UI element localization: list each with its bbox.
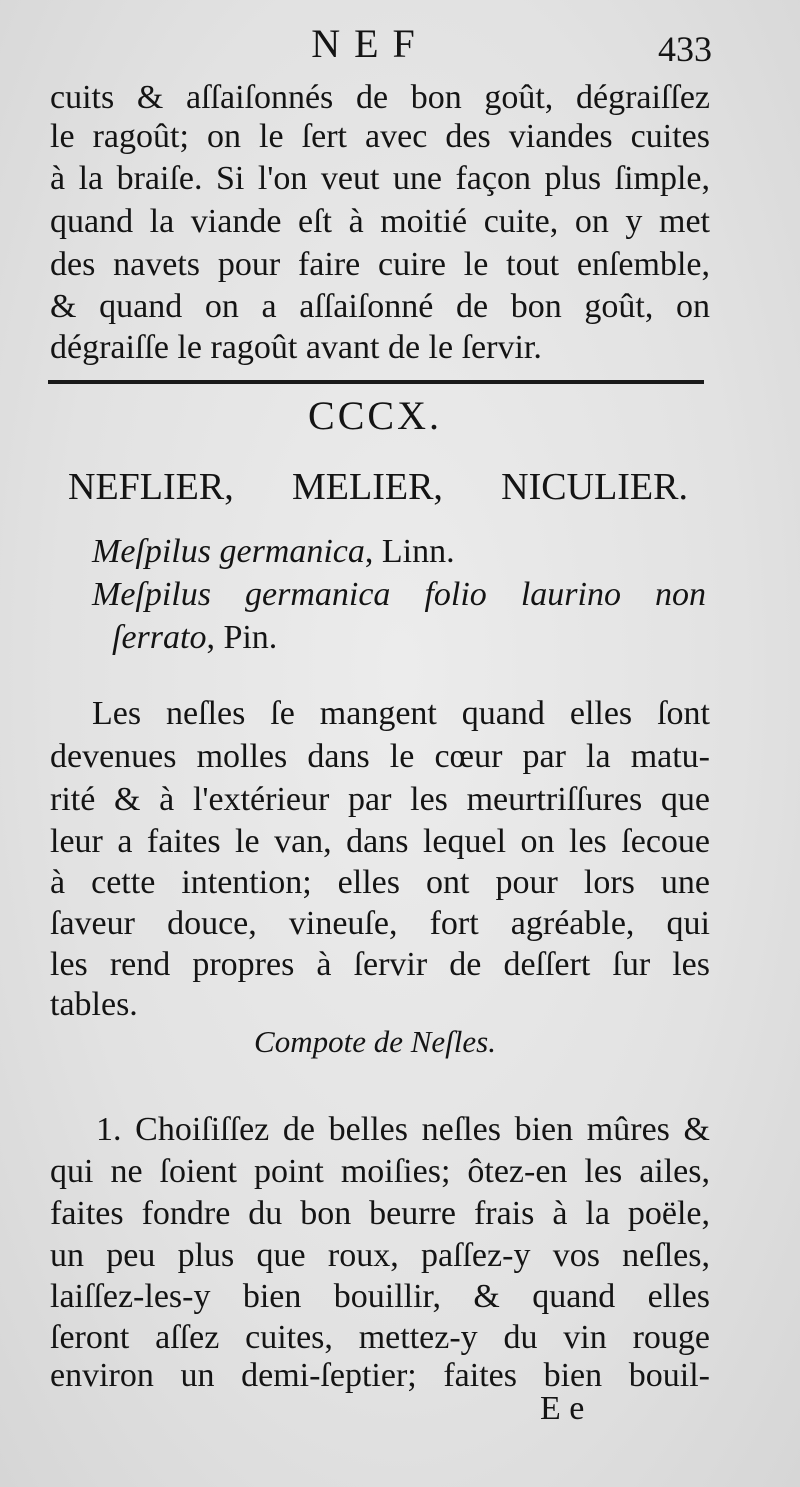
paragraph-line: tables. bbox=[50, 986, 138, 1023]
signature-mark: E e bbox=[540, 1390, 585, 1427]
section-number: CCCX. bbox=[308, 393, 442, 438]
text-line: des navets pour faire cuire le tout enſemble, bbox=[50, 246, 710, 283]
latin-name-line: Meſpilus germanica folio laurino non bbox=[92, 576, 706, 613]
paragraph-line: devenues molles dans le cœur par la matu- bbox=[50, 738, 710, 775]
recipe-line: faites fondre du bon beurre frais à la poële, bbox=[50, 1195, 710, 1232]
page-number: 433 bbox=[658, 29, 712, 69]
name-authority: , Pin. bbox=[206, 619, 278, 656]
latin-name: Meſpilus germanica bbox=[92, 533, 365, 570]
recipe-title: Compote de Neſles. bbox=[254, 1024, 496, 1059]
text-line: & quand on a aſſaiſonné de bon goût, on bbox=[50, 288, 710, 325]
latin-name-line bbox=[92, 532, 712, 572]
text-line: à la braiſe. Si l'on veut une façon plus ſimple, bbox=[50, 160, 710, 197]
running-head: NEF bbox=[311, 21, 429, 66]
text-line: dégraiſſe le ragoût avant de le ſervir. bbox=[50, 329, 542, 366]
text-line: le ragoût; on le ſert avec des viandes cuites bbox=[50, 118, 710, 155]
recipe-line: un peu plus que roux, paſſez-y vos neſles, bbox=[50, 1237, 710, 1274]
text-line: cuits & aſſaiſonnés de bon goût, dégraiſſez bbox=[50, 79, 710, 116]
paragraph-line: rité & à l'extérieur par les meurtriſſures que bbox=[50, 781, 710, 818]
recipe-line: laiſſez-les-y bien bouillir, & quand elles bbox=[50, 1278, 710, 1315]
paragraph-line: Les neſles ſe mangent quand elles ſont bbox=[92, 695, 710, 732]
paragraph-line: à cette intention; elles ont pour lors une bbox=[50, 864, 710, 901]
section-title: NEFLIER, MELIER, NICULIER. bbox=[68, 466, 688, 508]
section-divider bbox=[48, 380, 704, 384]
latin-name-line bbox=[112, 618, 512, 658]
recipe-line: environ un demi-ſeptier; faites bien bouil- bbox=[50, 1357, 710, 1394]
recipe-line: 1. Choiſiſſez de belles neſles bien mûres & bbox=[96, 1111, 710, 1148]
recipe-line: ſeront aſſez cuites, mettez-y du vin rouge bbox=[50, 1319, 710, 1356]
paragraph-line: leur a faites le van, dans lequel on les ſecoue bbox=[50, 823, 710, 860]
recipe-line: qui ne ſoient point moiſies; ôtez-en les ailes, bbox=[50, 1153, 710, 1190]
name-authority: , Linn. bbox=[364, 533, 455, 570]
paragraph-line: ſaveur douce, vineuſe, fort agréable, qui bbox=[50, 905, 710, 942]
text-line: quand la viande eſt à moitié cuite, on y met bbox=[50, 203, 710, 240]
paragraph-line: les rend propres à ſervir de deſſert ſur les bbox=[50, 946, 710, 983]
latin-name: ſerrato bbox=[112, 619, 207, 656]
